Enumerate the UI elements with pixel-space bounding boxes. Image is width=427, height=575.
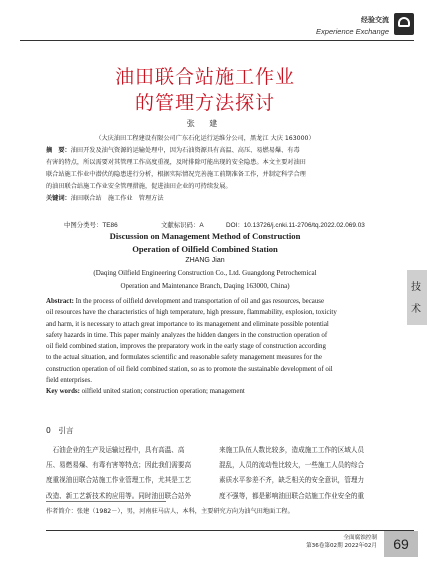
english-abstract-line: construction operation of oil field combined station, so as to promote the sustainable development of oil [46,365,333,373]
intro-line: 混乱，人员的流动性比较大，一些施工人员的综合 [219,461,365,470]
intro-line: 度重视油田联合站施工作业管理工作，尤其是工艺 [46,476,192,485]
clc-number: 中图分类号：TE86 [64,222,118,229]
author: 张 建 [186,119,224,128]
side-tab-char: 技 [411,282,421,293]
doi: DOI：10.13726/j.cnki.11-2706/tq.2022.02.069.03 [226,222,365,229]
intro-line: 石油企业的生产及运输过程中，具有高温、高 [46,446,185,454]
page-title-line-2: 的管理方法探讨 [134,92,275,114]
journal-name: 全面腐蚀控制 [343,535,377,541]
side-section-tab [407,270,427,325]
abstract-zh-text: 油田开发及油气资源的运输处理中，因为石油资源具有高温、高压、易燃易爆、有毒 [70,147,300,154]
section-label-en: Experience Exchange [316,27,389,36]
english-keywords-text: oilfield united station; construction operation; management [79,388,245,396]
footer-divider [46,530,414,531]
english-abstract-line: to the actual situation, and formulates scientific and reasonable safety management measures for the [46,354,322,362]
keywords-zh [46,193,376,205]
intro-line: 素质水平参差不齐，缺乏相关的安全意识，管理力 [219,476,365,485]
abstract-zh-line: 联合站施工作业中潜伏的隐患进行分析，根据实际情况完善施工前期准备工作，并制定科学合理 [46,171,306,178]
document-code: 文献标识码：A [161,222,204,229]
english-affiliation-line-1: (Daqing Oilfield Engineering Construction Co., Ltd. Guangdong Petrochemical [93,269,317,277]
section-label-zh: 经验交流 [361,16,389,24]
english-abstract-line: oil resources have the characteristics of high temperature, high pressure, flammability, explosion, toxicity [46,309,337,317]
intro-line: 来施工队伍人数比较多，造成施工工作的区域人员 [219,446,365,454]
affiliation: （大庆油田工程建设有限公司广东石化运行运维分公司，黑龙江 大庆 163000） [95,135,315,142]
intro-line: 改造、新工艺新技术的应用等。同时油田联合站外 [46,491,192,500]
intro-column-left [46,443,209,504]
abstract-zh-label: 摘 要： [46,147,71,154]
intro-line: 度不强等，都是影响油田联合站施工作业安全的重 [219,491,365,500]
abstract-zh-line: 有害的特点，所以需要对其管理工作高度重视，及时排除可能出现的安全隐患。本文主要对油田 [46,159,306,166]
intro-column-right [219,443,382,504]
english-title-line-2: Operation of Oilfield Combined Station [132,244,278,254]
abstract-zh-line: 的油田联合站施工作业安全管理措施，促进油田企业的可持续发展。 [46,183,232,190]
english-title-line-1: Discussion on Management Method of Construction [109,231,301,241]
english-keywords-label: Key words: [46,388,80,396]
abstract-zh [46,145,376,205]
footnote-divider [46,501,166,502]
page-number: 69 [384,531,418,557]
english-keywords [46,386,376,397]
keywords-zh-label: 关键词： [46,195,71,202]
header-divider [20,40,414,41]
english-abstract-line: oil field combined station, improves the preparatory work in the early stage of construction according [46,343,326,351]
page-title-line-1: 油田联合站施工作业 [114,66,295,88]
english-abstract-label: Abstract: [46,298,74,305]
english-abstract-line: field enterprises. [46,377,92,385]
author-footnote: 作者简介：张建（1982－），男，河南驻马店人，本科，主要研究方向为油气田地面工程。 [46,508,294,515]
journal-issue: 第36卷第02期 2022年02月 [306,543,377,549]
section-heading-intro: 0 引言 [46,426,74,435]
english-abstract [46,296,376,398]
english-affiliation-line-2: Operation and Maintenance Branch, Daqing 163000, China) [120,282,290,290]
english-abstract-line: safety hazards in time. This paper mainly analyzes the hidden dangers in the construction operation of [46,331,328,339]
intro-line: 压、易燃易爆、有毒有害等特点；因此我们需要高 [46,461,192,470]
journal-info [306,534,377,550]
english-abstract-line [46,296,376,307]
journal-logo-icon [394,13,414,35]
english-author: ZHANG Jian [185,257,225,264]
abstract-zh-line [46,145,376,157]
side-tab-char: 术 [411,304,421,315]
english-abstract-line: and harm, it is necessary to attach great importance to its management and eliminate possible potential [46,320,329,328]
english-abstract-text: In the process of oilfield development and transportation of oil and gas resources, because [73,298,325,305]
keywords-zh-text: 油田联合站 施工作业 管理方法 [70,195,164,202]
